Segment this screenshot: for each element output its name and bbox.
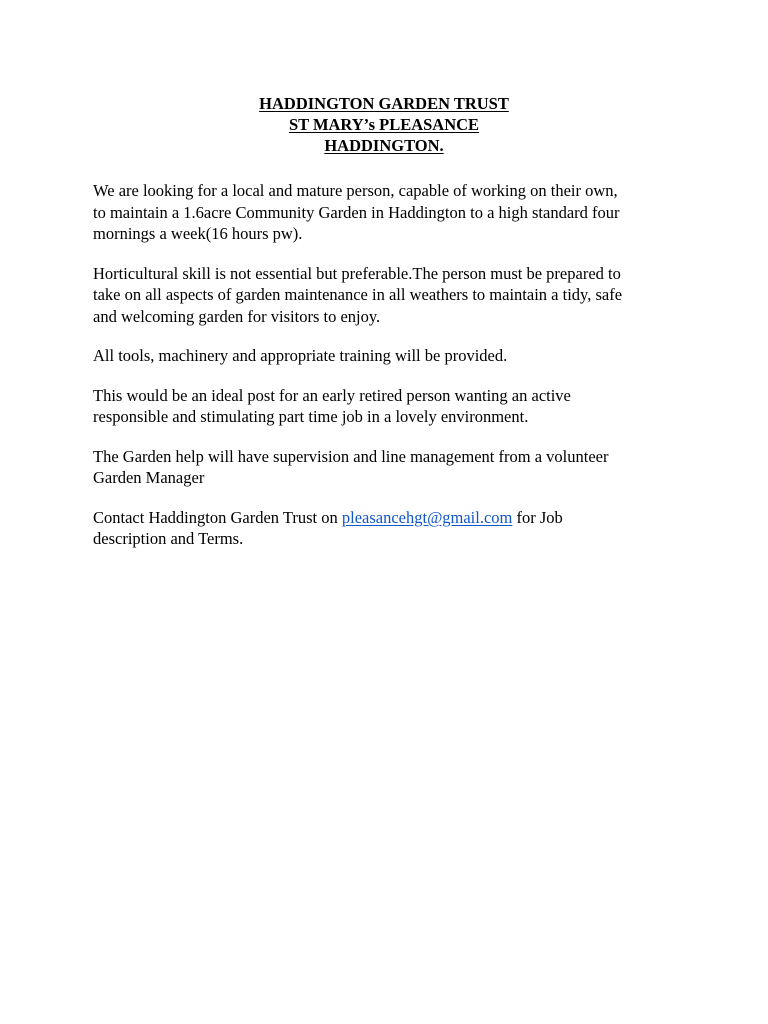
contact-prefix: Contact Haddington Garden Trust on [93,507,342,527]
text-line: and welcoming garden for visitors to enjoy. [93,306,381,326]
text-line: Horticultural skill is not essential but preferable.The person must be prepared to [93,263,621,283]
text-line: responsible and stimulating part time job in a lovely environment. [93,407,529,426]
text-line: description and Terms. [93,529,244,548]
text-line: Garden Manager [93,468,205,487]
paragraph-role-summary [93,180,693,245]
contact-suffix: for Job [512,507,563,527]
heading-town: HADDINGTON. [324,136,444,155]
text-line: The Garden help will have supervision and line management from a volunteer [93,446,609,466]
heading-trust-name: HADDINGTON GARDEN TRUST [259,94,509,113]
text-line: mornings a week(16 hours pw). [93,224,303,243]
text-line: We are looking for a local and mature person, capable of working on their own, [93,181,618,200]
document-heading [0,93,768,156]
paragraph-contact [93,507,693,550]
paragraph-skills [93,263,693,328]
paragraph-supervision [93,446,693,489]
text-line: This would be an ideal post for an early retired person wanting an active [93,385,571,405]
text-line: All tools, machinery and appropriate training will be provided. [93,346,508,365]
text-line: take on all aspects of garden maintenance in all weathers to maintain a tidy, safe [93,285,623,304]
email-link[interactable]: pleasancehgt@gmail.com [341,507,513,527]
text-line: to maintain a 1.6acre Community Garden in Haddington to a high standard four [93,202,620,222]
heading-location: ST MARY’s PLEASANCE [288,115,480,134]
paragraph-ideal-post [93,385,693,428]
document-body [93,180,693,568]
paragraph-tools [93,345,693,367]
